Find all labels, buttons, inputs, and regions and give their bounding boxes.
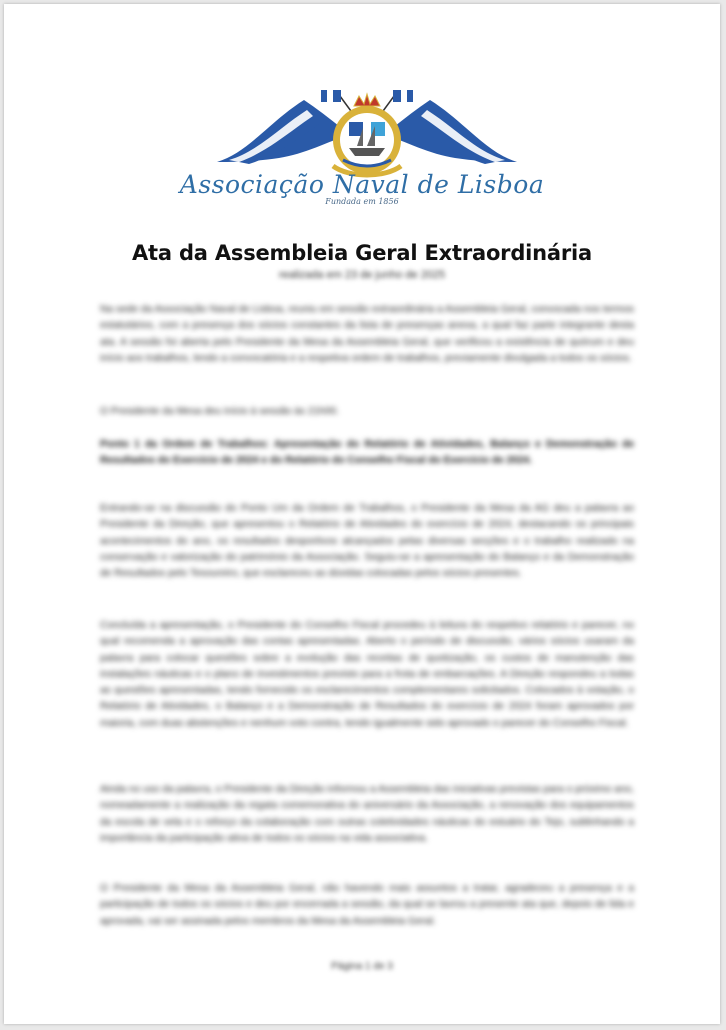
paragraph: O Presidente da Mesa deu início à sessão às 21h00. [100,406,339,417]
page-number: Página 1 de 3 [331,961,393,972]
founded-caption: Fundada em 1856 [325,197,399,206]
paragraph: Ainda no uso da palavra, o Presidente da Direção informou a Assembleia das iniciativas previstas para o próximo ano, nomeadamente a realização da regata comemorativa do aniversário da Associação, a renovação dos equipamentos da escola de vela e o reforço da colaboração com outras coletividades náuticas do estuário do Tejo, sublinhando a importância da participação ativa de todos os sócios na vida associativa. [100,784,635,844]
paragraph: Na sede da Associação Naval de Lisboa, reuniu em sessão extraordinária a Assembleia Geral, convocada nos termos estatutários, com a presença dos sócios constantes da lista de presenças anexa, a qual faz parte integrante desta ata. A sessão foi aberta pelo Presidente da Mesa da Assembleia Geral, que verificou a existência de quórum e deu início aos trabalhos, lendo a convocatória e a respetiva ordem de trabalhos, previamente divulgada a todos os sócios. [100,304,634,364]
document-title: Ata da Assembleia Geral Extraordinária [131,241,593,265]
agenda-item-heading: Ponto 1 da Ordem de Trabalhos: Apresentação do Relatório de Atividades, Balanço e Demonstração de Resultados do Exercício de 2024 e do Relatório do Conselho Fiscal do Exercício de 2024. [100,439,634,467]
organization-name: Associação Naval de Lisboa [179,170,545,199]
paragraph: Concluída a apresentação, o Presidente do Conselho Fiscal procedeu à leitura do respetivo relatório e parecer, no qual recomenda a aprovação das contas apresentadas. Aberto o período de discussão, vários sócios usaram da palavra para colocar questões sobre a evolução das receitas de quotização, os custos de manutenção das instalações náuticas e o plano de investimentos previsto para a frota de embarcações. A Direção respondeu a todas as questões apresentadas, tendo fornecido os esclarecimentos complementares solicitados. Colocados à votação, o Relatório de Atividades, o Balanço e a Demonstração de Resultados do exercício de 2024 foram aprovados por maioria, com duas abstenções e nenhum voto contra, tendo igualmente sido aprovado o parecer do Conselho Fiscal. [100,620,634,729]
paragraph: O Presidente da Mesa da Assembleia Geral, não havendo mais assuntos a tratar, agradeceu a presença e a participação de todos os sócios e deu por encerrada a sessão, da qual se lavrou a presente ata que, depois de lida e aprovada, vai ser assinada pelos membros da Mesa da Assembleia Geral. [100,883,634,927]
paragraph: Entrando-se na discussão do Ponto Um da Ordem de Trabalhos, o Presidente da Mesa da AG deu a palavra ao Presidente da Direção, que apresentou o Relatório de Atividades do exercício de 2024, destacando os principais acontecimentos do ano, os resultados desportivos alcançados pelas diversas secções e o trabalho realizado na conservação e valorização do património da Associação. Seguiu-se a apresentação do Balanço e da Demonstração de Resultados pelo Tesoureiro, que esclareceu as dúvidas colocadas pelos sócios presentes. [100,503,634,580]
document-subtitle: realizada em 23 de junho de 2025 [278,269,446,281]
document-page [4,4,720,1024]
